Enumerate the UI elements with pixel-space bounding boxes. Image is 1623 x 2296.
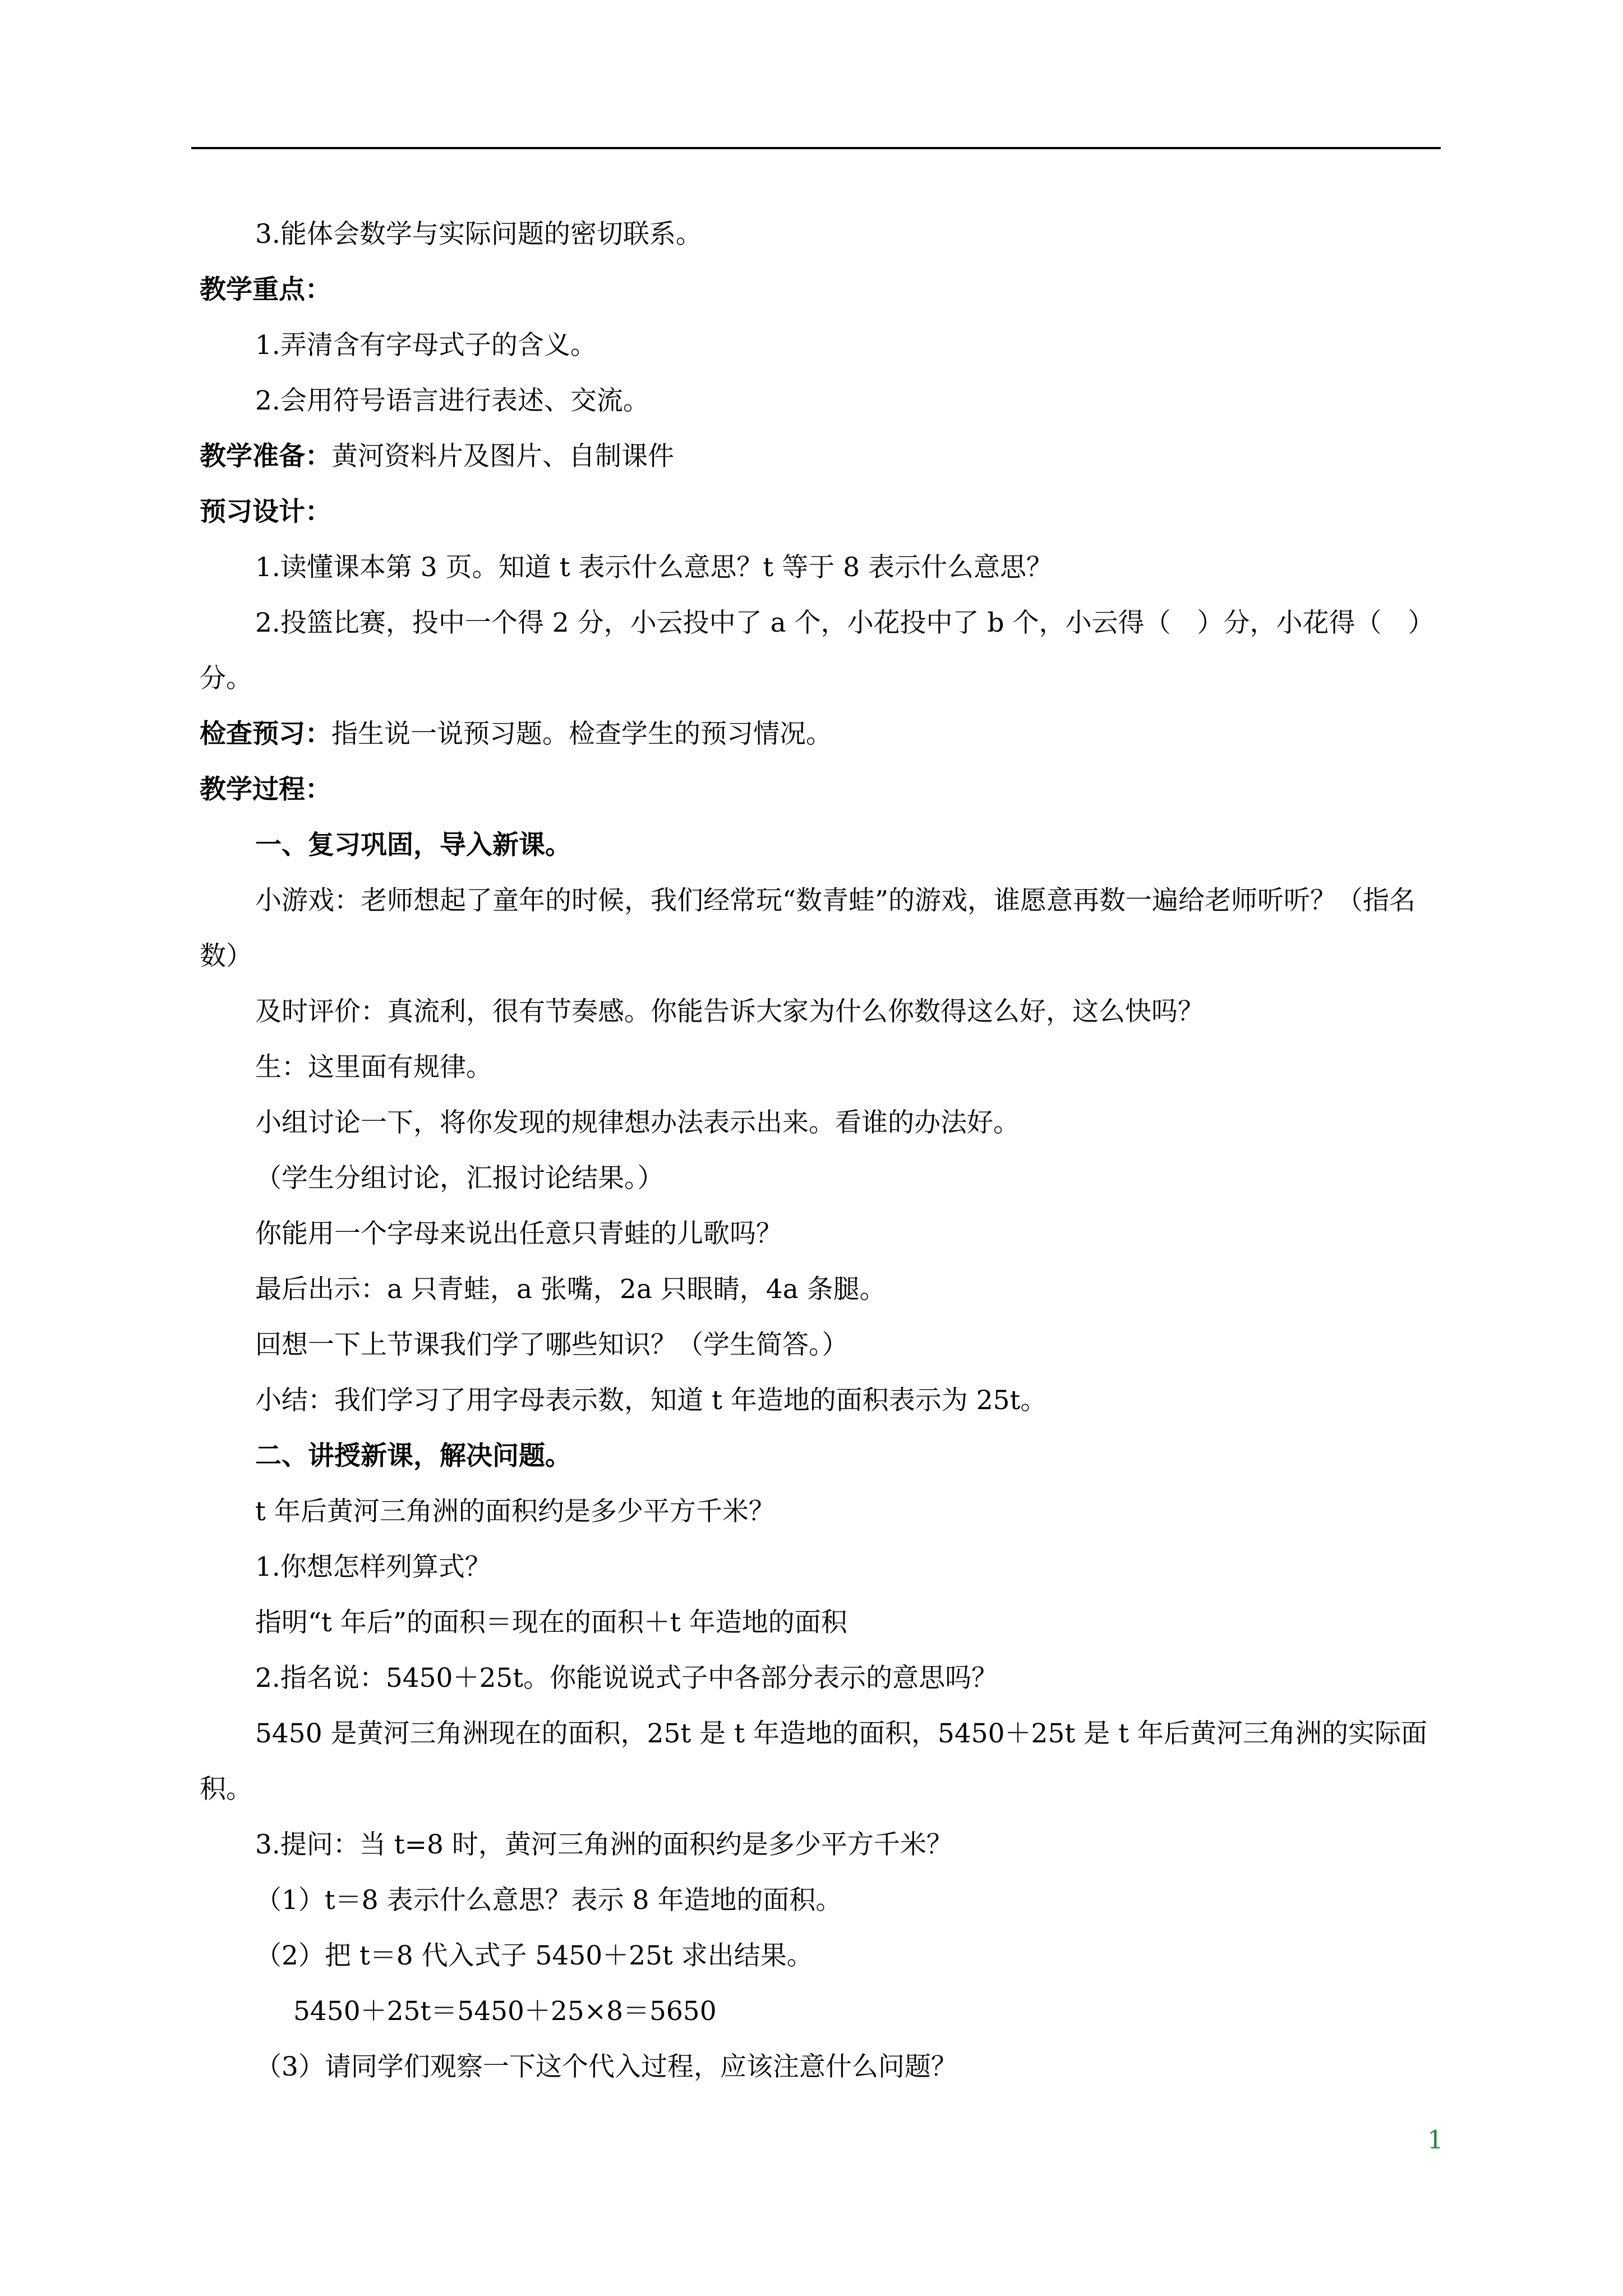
preview-item-1: 1.读懂课本第 3 页。知道 t 表示什么意思？t 等于 8 表示什么意思？ <box>255 552 1053 583</box>
section-2-title: 二、讲授新课，解决问题。 <box>255 1441 571 1471</box>
step-1: 1.你想怎样列算式？ <box>255 1552 491 1582</box>
check-preview-text: 指生说一说预习题。检查学生的预习情况。 <box>331 719 832 749</box>
key-point-2: 2.会用符号语言进行表述、交流。 <box>255 385 649 416</box>
step-3-part-2: （2）把 t＝8 代入式子 5450＋25t 求出结果。 <box>255 1940 813 1971</box>
step-2: 2.指名说：5450＋25t。你能说说式子中各部分表示的意思吗？ <box>255 1663 998 1694</box>
heading-preview-design: 预习设计： <box>200 496 331 527</box>
preview-item-2-text: 2.投篮比赛，投中一个得 2 分，小云投中了 a 个，小花投中了 b 个，小云得（ ）分，小花得（ ）分。 <box>200 608 1435 694</box>
timely-evaluation: 及时评价：真流利，很有节奏感。你能告诉大家为什么你数得这么好，这么快吗？ <box>255 996 1204 1027</box>
page-number: 1 <box>1427 2125 1444 2155</box>
frog-song-question: 你能用一个字母来说出任意只青蛙的儿歌吗？ <box>255 1218 782 1249</box>
heading-key-points: 教学重点： <box>200 274 331 305</box>
preview-item-2 <box>200 595 1445 706</box>
key-point-1: 1.弄清含有字母式子的含义。 <box>255 330 597 361</box>
final-display: 最后出示：a 只青蛙，a 张嘴，2a 只眼睛，4a 条腿。 <box>255 1274 886 1305</box>
step-3: 3.提问：当 t=8 时，黄河三角洲的面积约是多少平方千米？ <box>255 1829 953 1860</box>
heading-teaching-process: 教学过程： <box>200 774 331 805</box>
header-rule <box>191 147 1441 149</box>
calculation: 5450＋25t＝5450＋25×8＝5650 <box>293 1996 717 2027</box>
step-2-explanation-text: 5450 是黄河三角洲现在的面积，25t 是 t 年造地的面积，5450＋25t 是 t 年后黄河三角洲的实际面积。 <box>200 1718 1427 1805</box>
mini-game-text: 小游戏：老师想起了童年的时候，我们经常玩“数青蛙”的游戏，谁愿意再数一遍给老师听听？（指名数） <box>200 885 1416 972</box>
group-discussion: 小组讨论一下，将你发现的规律想办法表示出来。看谁的办法好。 <box>255 1107 1020 1138</box>
mini-game-paragraph <box>200 873 1445 984</box>
heading-check-preview: 检查预习： <box>200 719 331 749</box>
step-3-part-1: （1）t＝8 表示什么意思？表示 8 年造地的面积。 <box>255 1885 842 1916</box>
heading-preparation: 教学准备： <box>200 441 331 472</box>
teaching-preparation <box>200 429 1445 484</box>
document-body <box>200 206 1445 2095</box>
summary: 小结：我们学习了用字母表示数，知道 t 年造地的面积表示为 25t。 <box>255 1385 1047 1416</box>
step-3-part-3: （3）请同学们观察一下这个代入过程，应该注意什么问题？ <box>255 2051 957 2082</box>
preparation-text: 黄河资料片及图片、自制课件 <box>331 441 674 472</box>
section-1-title: 一、复习巩固，导入新课。 <box>255 830 571 861</box>
discussion-note: （学生分组讨论，汇报讨论结果。） <box>255 1163 664 1194</box>
delta-area-question: t 年后黄河三角洲的面积约是多少平方千米？ <box>255 1496 775 1527</box>
objective-3: 3.能体会数学与实际问题的密切联系。 <box>255 219 702 250</box>
step-2-explanation <box>200 1706 1445 1817</box>
student-reply: 生：这里面有规律。 <box>255 1052 492 1083</box>
recall-question: 回想一下上节课我们学了哪些知识？（学生简答。） <box>255 1329 849 1360</box>
step-1-explanation: 指明“t 年后”的面积＝现在的面积＋t 年造地的面积 <box>255 1607 847 1638</box>
check-preview <box>200 706 1445 762</box>
